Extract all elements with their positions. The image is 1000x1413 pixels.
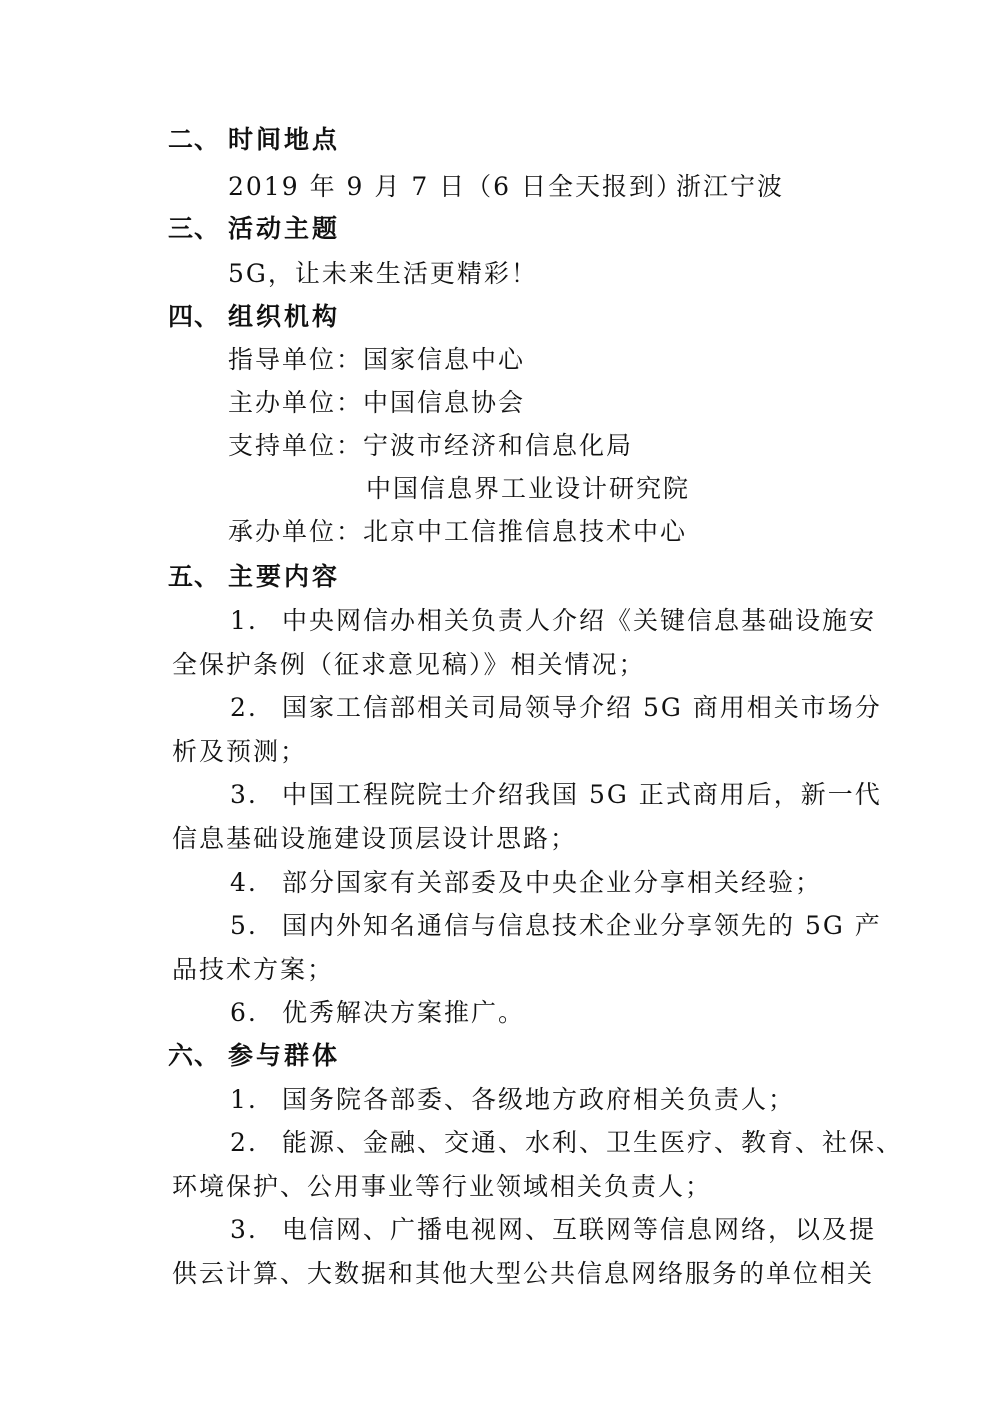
- participant-item-1: [0, 1083, 1000, 1117]
- item-number: 2.: [230, 1128, 258, 1157]
- content-item-2: [0, 691, 1000, 725]
- item-number: 2.: [230, 693, 258, 722]
- heading-time-place: [0, 123, 1000, 157]
- item-text: 国内外知名通信与信息技术企业分享领先的 5G 产: [282, 911, 882, 940]
- org-organizer-unit: 承办单位：北京中工信推信息技术中心: [228, 517, 688, 546]
- org-support-unit: 支持单位：宁波市经济和信息化局: [228, 431, 634, 460]
- item-text: 国家工信部相关司局领导介绍 5G 商用相关市场分: [282, 693, 882, 722]
- content-item-3-cont: 信息基础设施建设顶层设计思路；: [172, 824, 578, 853]
- content-item-5-cont: 品技术方案；: [172, 955, 335, 984]
- heading-organization: [0, 300, 1000, 334]
- item-number: 3.: [230, 1215, 258, 1244]
- heading-number: 五、: [168, 562, 221, 591]
- item-text: 优秀解决方案推广。: [282, 998, 526, 1027]
- event-place: 浙江宁波: [676, 172, 785, 201]
- item-text: 部分国家有关部委及中央企业分享相关经验；: [282, 868, 823, 897]
- event-date: 2019 年 9 月 7 日（6 日全天报到）: [228, 172, 684, 201]
- heading-title: 组织机构: [228, 302, 341, 331]
- heading-number: 六、: [168, 1041, 221, 1070]
- item-number: 3.: [230, 780, 258, 809]
- content-item-4: [0, 866, 1000, 900]
- org-support-unit-2: 中国信息界工业设计研究院: [366, 474, 691, 503]
- item-text: 中央网信办相关负责人介绍《关键信息基础设施安: [282, 606, 877, 635]
- heading-title: 活动主题: [228, 214, 341, 243]
- content-item-2-cont: 析及预测；: [172, 737, 308, 766]
- org-guide-unit: 指导单位：国家信息中心: [228, 345, 526, 374]
- content-item-6: [0, 996, 1000, 1030]
- time-place-line: [0, 170, 1000, 204]
- participant-item-3-cont: 供云计算、大数据和其他大型公共信息网络服务的单位相关: [172, 1259, 875, 1288]
- heading-title: 主要内容: [228, 562, 341, 591]
- item-number: 4.: [230, 868, 258, 897]
- item-text: 能源、金融、交通、水利、卫生医疗、教育、社保、: [282, 1128, 904, 1157]
- heading-number: 二、: [168, 125, 221, 154]
- participant-item-2: [0, 1126, 1000, 1160]
- item-number: 5.: [230, 911, 258, 940]
- content-item-3: [0, 778, 1000, 812]
- heading-number: 三、: [168, 214, 221, 243]
- participant-item-2-cont: 环境保护、公用事业等行业领域相关负责人；: [172, 1172, 713, 1201]
- content-item-1-cont: 全保护条例（征求意见稿）》相关情况；: [172, 650, 646, 679]
- item-number: 1.: [230, 1085, 258, 1114]
- heading-title: 时间地点: [228, 125, 341, 154]
- heading-participants: [0, 1039, 1000, 1073]
- theme-text: 5G，让未来生活更精彩！: [228, 259, 538, 288]
- item-text: 中国工程院院士介绍我国 5G 正式商用后，新一代: [282, 780, 882, 809]
- org-host-unit: 主办单位：中国信息协会: [228, 388, 526, 417]
- item-number: 1.: [230, 606, 258, 635]
- item-text: 电信网、广播电视网、互联网等信息网络，以及提: [282, 1215, 877, 1244]
- heading-main-content: [0, 560, 1000, 594]
- item-number: 6.: [230, 998, 258, 1027]
- participant-item-3: [0, 1213, 1000, 1247]
- heading-theme: [0, 212, 1000, 246]
- content-item-5: [0, 909, 1000, 943]
- item-text: 国务院各部委、各级地方政府相关负责人；: [282, 1085, 796, 1114]
- content-item-1: [0, 604, 1000, 638]
- heading-title: 参与群体: [228, 1041, 341, 1070]
- heading-number: 四、: [168, 302, 221, 331]
